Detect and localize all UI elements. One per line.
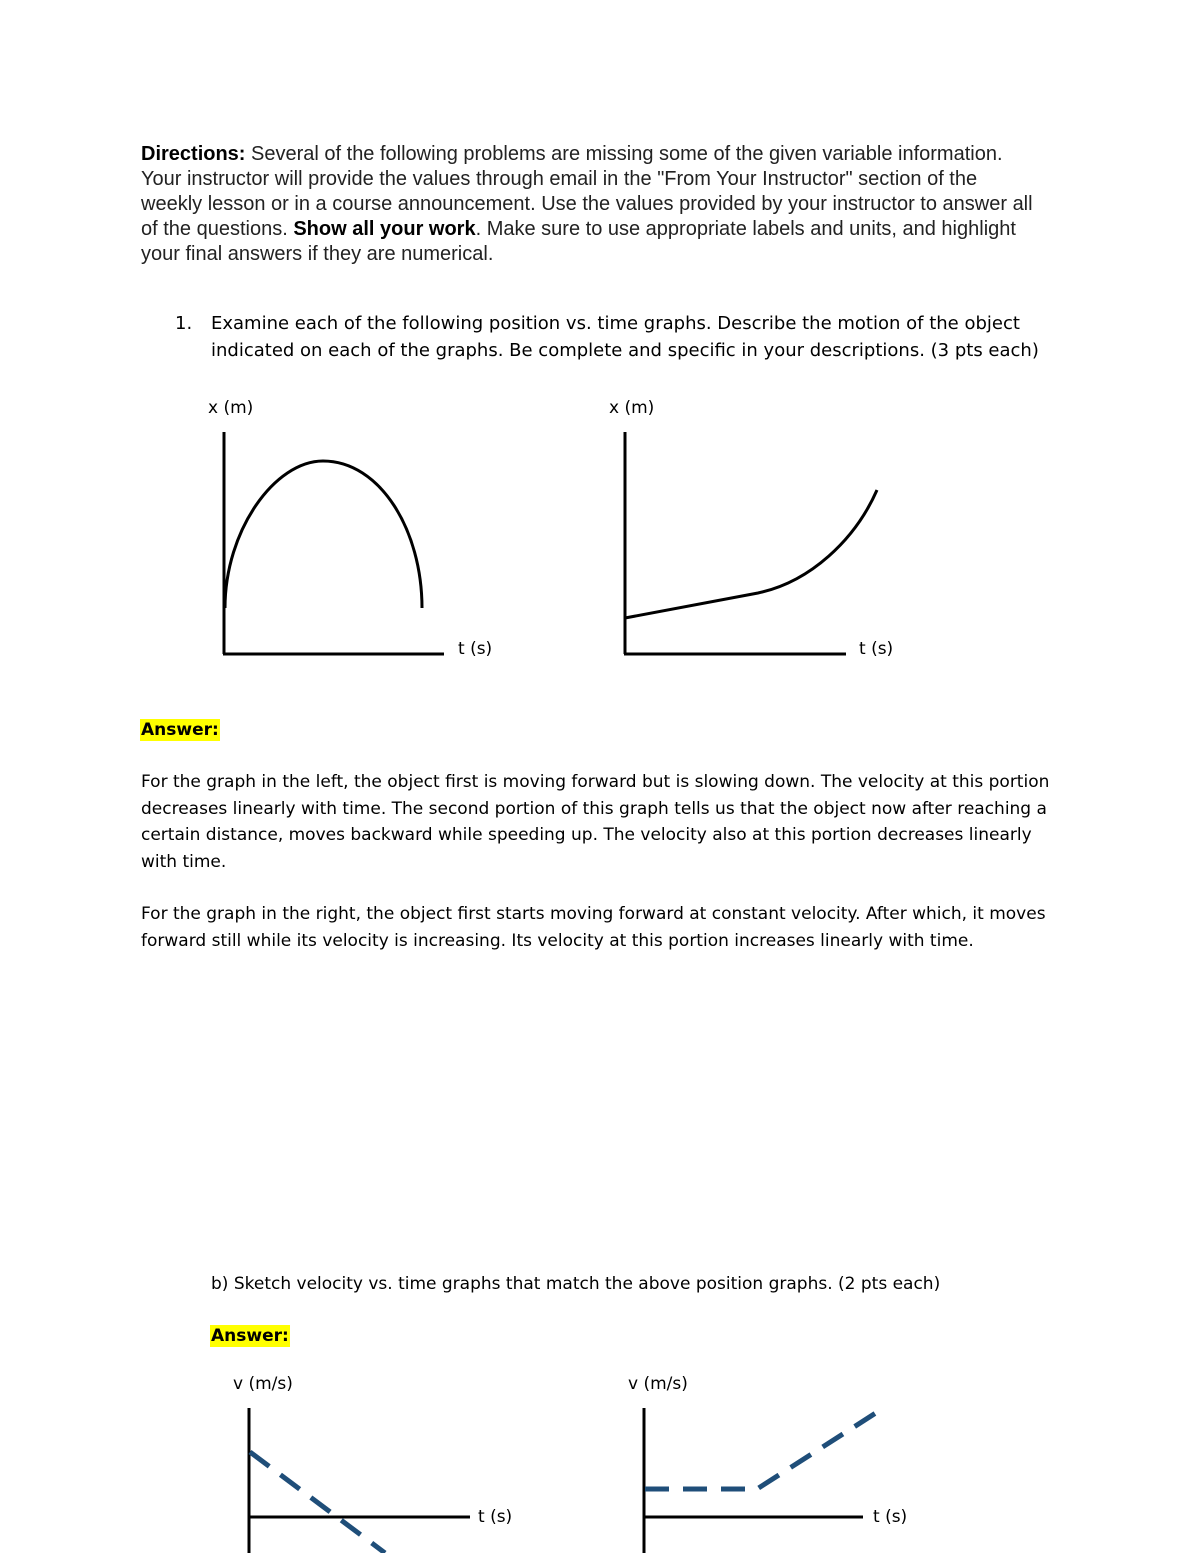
answer-1-paragraph-1: For the graph in the left, the object first is moving forward but is slowing down. The velocity at this portion decreases linearly with time. The second portion of this graph tells us that the object now after reaching a certain distance, moves backward while speeding up. The velocity also at this portion decreases linearly with time.	[141, 772, 1050, 872]
left-position-graph	[200, 420, 460, 670]
answer-1-label: Answer:	[141, 720, 219, 740]
directions-label: Directions:	[141, 143, 246, 165]
answer-1-paragraph-2: For the graph in the right, the object first starts moving forward at constant velocity. After which, it moves forward still while its velocity is increasing. Its velocity at this portion increases linearly with time.	[141, 904, 1046, 951]
directions-paragraph	[141, 142, 1041, 267]
right-position-graph-xlabel: t (s)	[859, 639, 894, 659]
right-position-graph-curve	[625, 490, 877, 618]
question-text: Examine each of the following position vs. time graphs. Describe the motion of the object indicated on each of the graphs. Be complete and specific in your descriptions. (3 pts each)	[211, 313, 1039, 361]
answer-b-label: Answer:	[211, 1326, 289, 1346]
right-velocity-graph	[625, 1400, 890, 1553]
directions-text-b: . Make sure to use appropriate labels and units, and highlight your final answers if they are numerical.	[141, 218, 1016, 265]
part-b-question: b) Sketch velocity vs. time graphs that match the above position graphs. (2 pts each)	[211, 1274, 941, 1294]
directions-emphasis: Show all your work	[293, 218, 476, 240]
right-velocity-graph-line	[645, 1409, 882, 1489]
left-velocity-graph-ylabel: v (m/s)	[233, 1374, 293, 1394]
right-position-graph-ylabel: x (m)	[609, 398, 655, 418]
left-position-graph-curve	[225, 461, 422, 608]
right-position-graph	[600, 420, 890, 670]
left-velocity-graph-line	[250, 1452, 385, 1553]
directions-text-a: Several of the following problems are missing some of the given variable information. Your instructor will provide the values through email in the "From Your Instructor" section of the weekly lesson or in a course announcement. Use the values provided by your instructor to answer all of the questions.	[141, 143, 1033, 240]
right-velocity-graph-ylabel: v (m/s)	[628, 1374, 688, 1394]
left-velocity-graph	[230, 1400, 480, 1553]
question-number: 1.	[175, 313, 193, 334]
right-velocity-graph-xlabel: t (s)	[873, 1507, 908, 1527]
left-position-graph-xlabel: t (s)	[458, 639, 493, 659]
left-velocity-graph-xlabel: t (s)	[478, 1507, 513, 1527]
left-position-graph-ylabel: x (m)	[208, 398, 254, 418]
